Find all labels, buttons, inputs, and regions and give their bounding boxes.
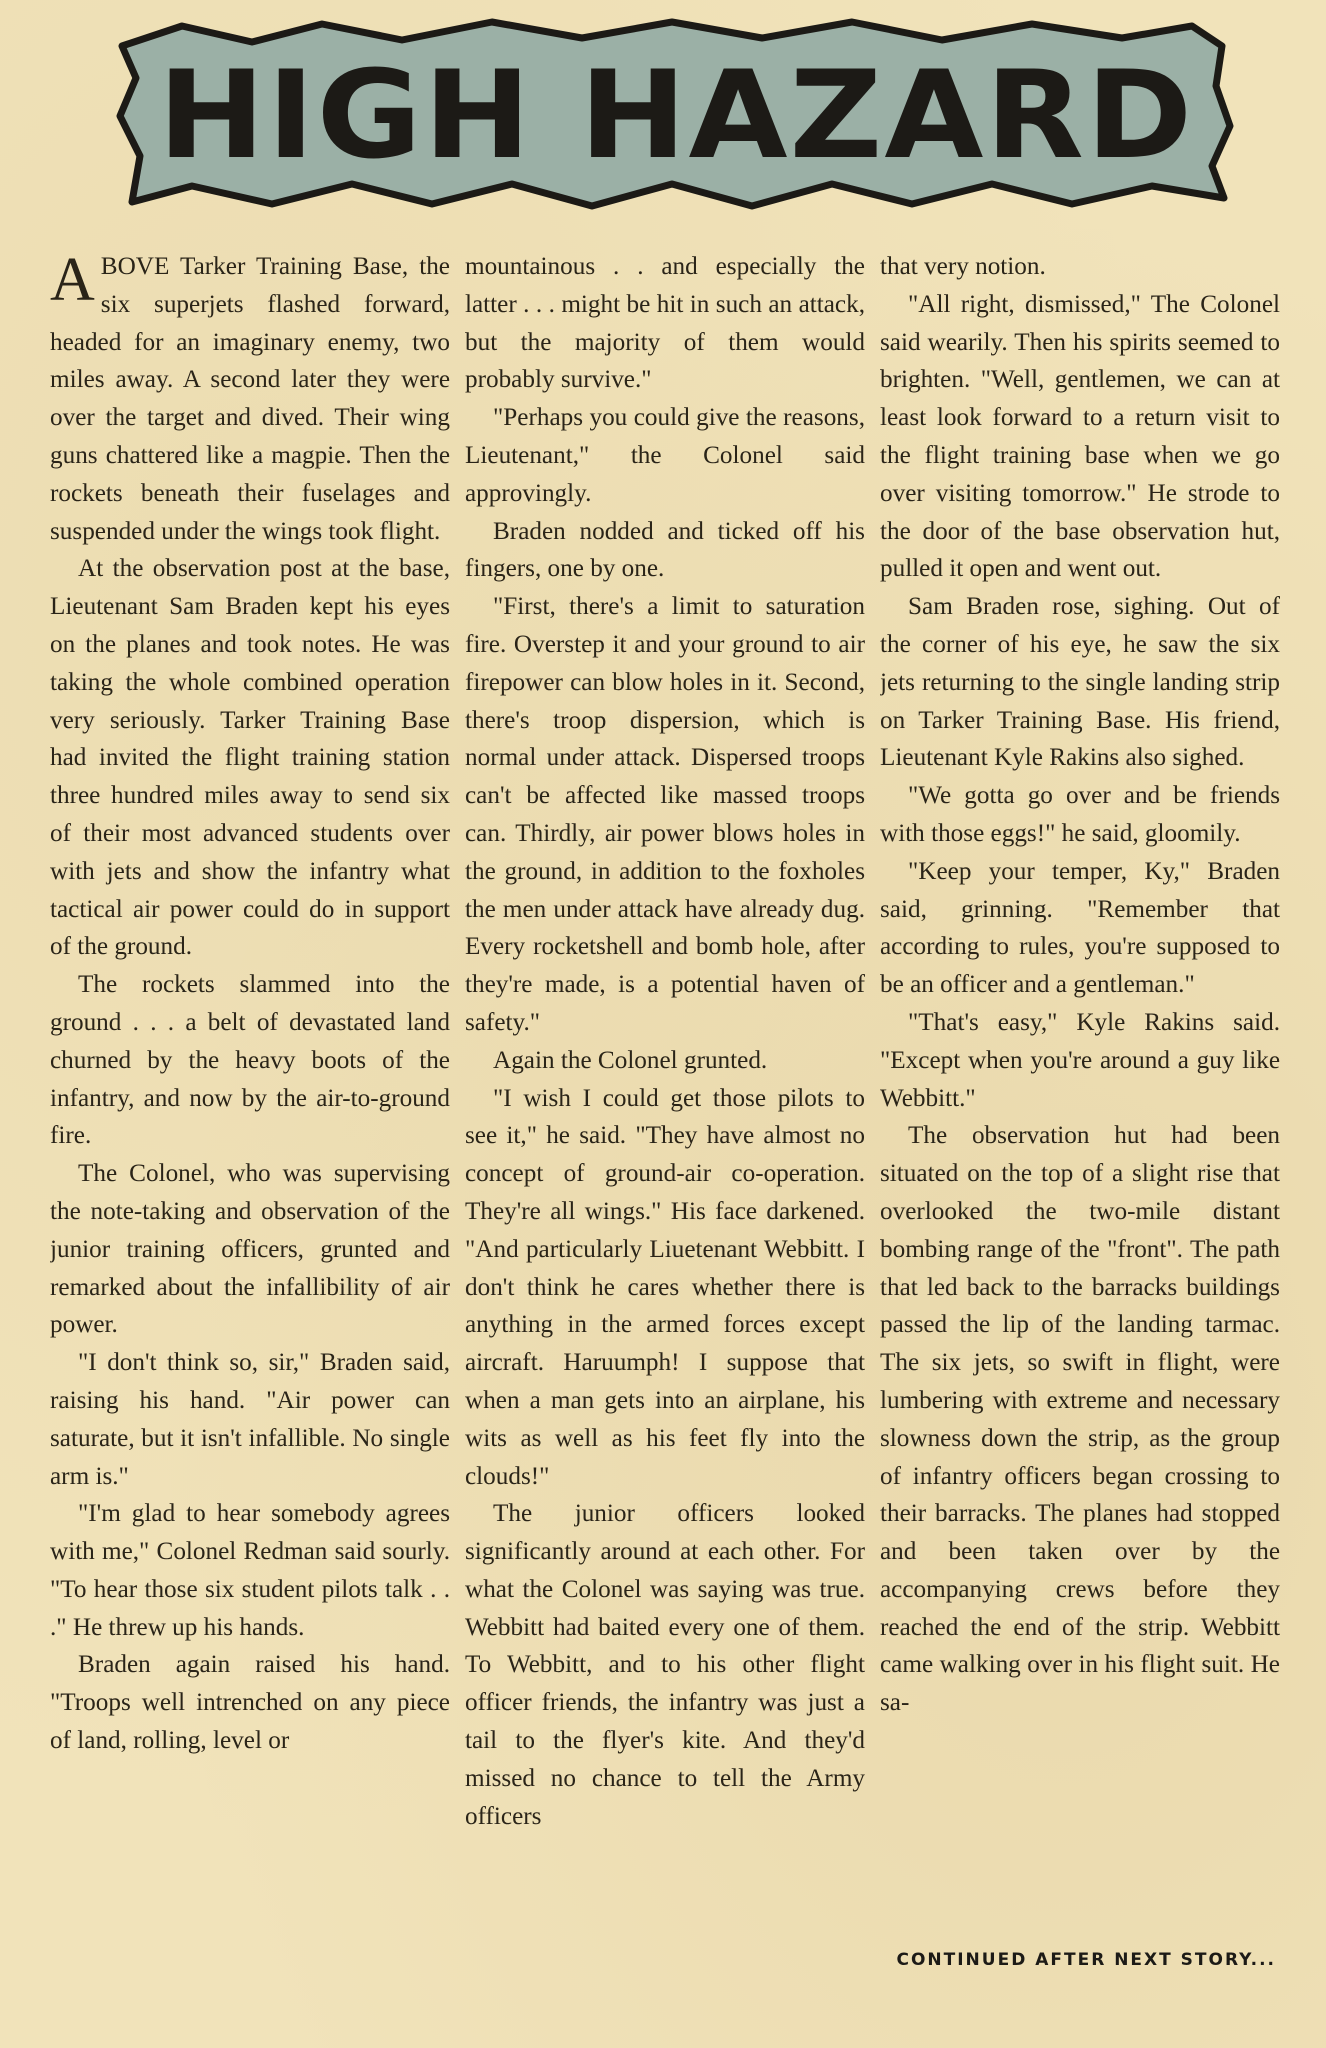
paragraph: The rockets slammed into the ground . . . a belt of devastated land churned by the heavy boots of the infantry, and now by the air-to-ground fire. xyxy=(50,971,450,1150)
paragraph: Again the Colonel grunted. xyxy=(493,1046,768,1074)
paragraph: At the observation post at the base, Lieutenant Sam Braden kept his eyes on the planes and took notes. He was taking the whole combined operation very seriously. Tarker Training Base had invited the flight training station three hundred miles away to send six of their most advanced students over with jets and show the infantry what tactical air power could do in support of the ground. xyxy=(50,555,450,961)
drop-cap: A xyxy=(50,248,95,314)
paragraph: "First, there's a limit to saturation fire. Overstep it and your ground to air firepower can blow holes in it. Second, there's troop dispersion, which is normal under attack. Dispersed troops can't be affected like massed troops can. Thirdly, air power blows holes in the ground, in addition to the foxholes the men under attack have already dug. Every rocketshell and bomb hole, after they're made, is a potential haven of safety." xyxy=(465,593,865,1036)
article-body xyxy=(50,248,1286,1928)
paragraph-text: BOVE Tarker Training Base, the six superjets flashed forward, headed for an imaginary enemy, two miles away. A second later they were over the target and dived. Their wing guns chattered like a magpie. Then the rockets beneath their fuselages and suspended under the wings took flight. xyxy=(50,253,450,545)
paragraph xyxy=(50,248,450,550)
paragraph: The junior officers looked significantly around at each other. For what the Colonel was saying was true. Webbitt had baited every one of them. To Webbitt, and to his other flight officer friends, the infantry was just a tail to the flyer's kite. And they'd missed no chance to tell the Army officers xyxy=(465,1500,865,1830)
paragraph: "I don't think so, sir," Braden said, raising his hand. "Air power can saturate, but it isn't infallible. No single arm is." xyxy=(50,1349,450,1490)
paragraph: "Perhaps you could give the reasons, Lieutenant," the Colonel said approvingly. xyxy=(465,404,865,507)
column-3 xyxy=(880,248,1280,1928)
story-title: HIGH HAZARD xyxy=(157,44,1195,187)
paragraph: Sam Braden rose, sighing. Out of the corner of his eye, he saw the six jets returning to the single landing strip on Tarker Training Base. His friend, Lieutenant Kyle Rakins also sighed. xyxy=(880,593,1280,772)
paragraph: "We gotta go over and be friends with those eggs!" he said, gloomily. xyxy=(880,782,1280,847)
paragraph: Braden again raised his hand. "Troops well intrenched on any piece of land, rolling, level or xyxy=(50,1651,450,1755)
paragraph: that very notion. xyxy=(880,253,1046,280)
column-1 xyxy=(50,248,450,1928)
continued-note: CONTINUED AFTER NEXT STORY... xyxy=(896,1950,1276,1970)
paragraph: mountainous . . and especially the latter . . . might be hit in such an attack, but the majority of them would probably survive." xyxy=(465,253,865,394)
paragraph: The Colonel, who was supervising the note-taking and observation of the junior training officers, grunted and remarked about the infallibility of air power. xyxy=(50,1160,450,1339)
title-banner xyxy=(112,16,1240,216)
paragraph: Braden nodded and ticked off his fingers, one by one. xyxy=(465,517,865,583)
paragraph: "I wish I could get those pilots to see it," he said. "They have almost no concept of ground-air co-operation. They're all wings." His face darkened. "And particularly Liuetenant Webbitt. I don't think he cares whether there is anything in the armed forces except aircraft. Haruumph! I suppose that when a man gets into an airplane, his wits as well as his feet fly into the clouds!" xyxy=(465,1084,865,1490)
paragraph: The observation hut had been situated on the top of a slight rise that overlooked the two-mile distant bombing range of the "front". The path that led back to the barracks buildings passed the lip of the landing tarmac. The six jets, so swift in flight, were lumbering with extreme and necessary slowness down the strip, as the group of infantry officers began crossing to their barracks. The planes had stopped and been taken over by the accompanying crews before they reached the end of the strip. Webbitt came walking over in his flight suit. He sa- xyxy=(880,1122,1280,1717)
column-2 xyxy=(465,248,865,1928)
paragraph: "All right, dismissed," The Colonel said wearily. Then his spirits seemed to brighten. "Well, gentlemen, we can at least look forward to a return visit to the flight training base when we go over visiting tomorrow." He strode to the door of the base observation hut, pulled it open and went out. xyxy=(880,290,1280,583)
paragraph: "That's easy," Kyle Rakins said. "Except when you're around a guy like Webbitt." xyxy=(880,1008,1280,1112)
paragraph: "I'm glad to hear somebody agrees with me," Colonel Redman said sourly. "To hear those six student pilots talk . . ." He threw up his hands. xyxy=(50,1500,450,1641)
paragraph: "Keep your temper, Ky," Braden said, grinning. "Remember that according to rules, you're supposed to be an officer and a gentleman." xyxy=(880,857,1280,999)
